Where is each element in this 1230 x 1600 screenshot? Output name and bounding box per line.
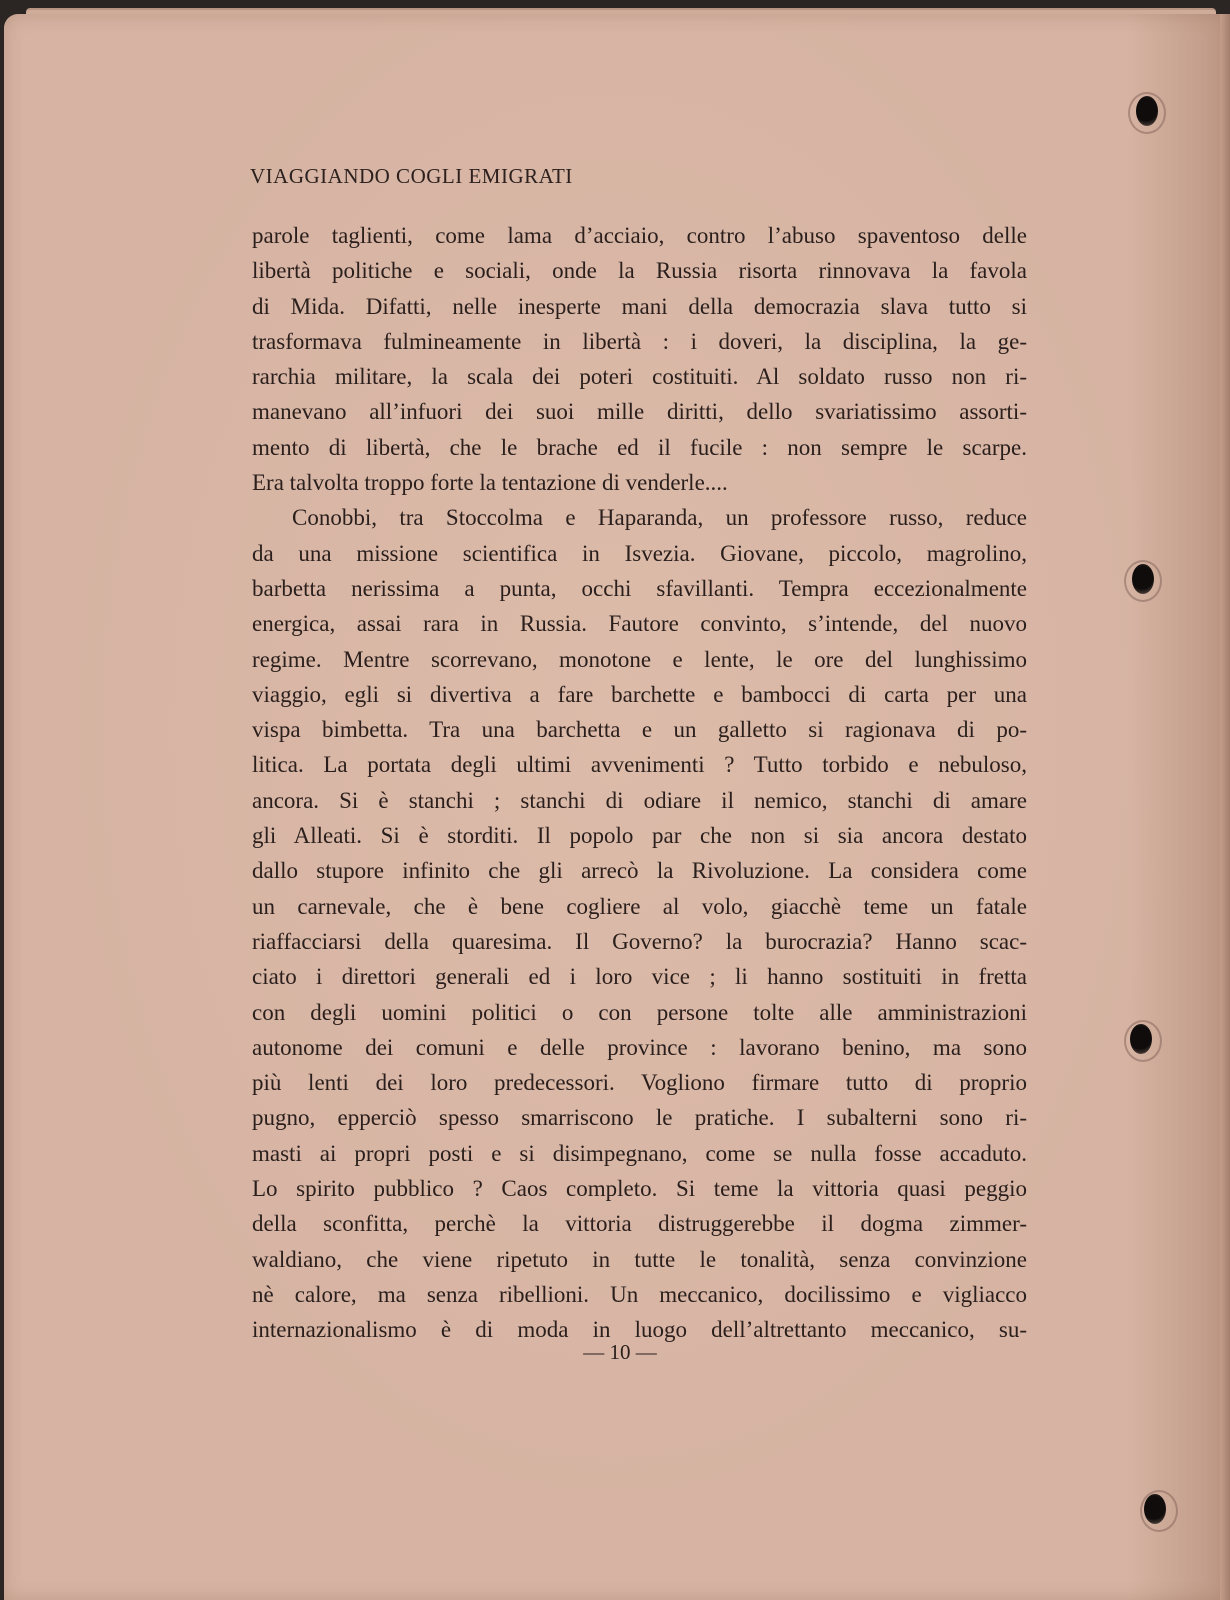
text-line: mento di libertà, che le brache ed il fucile : non sempre le scarpe. — [252, 434, 1027, 460]
binder-hole — [1136, 96, 1158, 126]
text-line: trasformava fulmineamente in libertà : i doveri, la disciplina, la ge- — [252, 328, 1027, 354]
body-text — [252, 218, 1027, 1348]
text-line: litica. La portata degli ultimi avvenimenti ? Tutto torbido e nebuloso, — [252, 752, 1027, 778]
text-line: Era talvolta troppo forte la tentazione di venderle.... — [252, 470, 728, 496]
text-line: di Mida. Difatti, nelle inesperte mani della democrazia slava tutto si — [252, 293, 1027, 319]
text-line: barbetta nerissima a punta, occhi sfavillanti. Tempra eccezionalmente — [252, 575, 1027, 601]
text-line: riaffacciarsi della quaresima. Il Governo? la burocrazia? Hanno scac- — [252, 928, 1027, 954]
text-line: Conobbi, tra Stoccolma e Haparanda, un professore russo, reduce — [292, 505, 1027, 531]
text-line: più lenti dei loro predecessori. Vogliono firmare tutto di proprio — [252, 1070, 1027, 1096]
page-number: — 10 — — [583, 1340, 657, 1364]
text-line: Lo spirito pubblico ? Caos completo. Si teme la vittoria quasi peggio — [252, 1176, 1027, 1202]
text-line: manevano all’infuori dei suoi mille diritti, dello svariatissimo assorti- — [252, 399, 1027, 425]
binder-hole — [1130, 1024, 1152, 1054]
text-line: ancora. Si è stanchi ; stanchi di odiare il nemico, stanchi di amare — [252, 787, 1027, 813]
text-line: nè calore, ma senza ribellioni. Un meccanico, docilissimo e vigliacco — [252, 1281, 1027, 1307]
running-head: VIAGGIANDO COGLI EMIGRATI — [250, 164, 573, 188]
text-line: regime. Mentre scorrevano, monotone e lente, le ore del lunghissimo — [252, 646, 1027, 672]
binder-hole — [1144, 1494, 1166, 1524]
text-line: viaggio, egli si divertiva a fare barchette e bambocci di carta per una — [252, 681, 1027, 707]
text-line: waldiano, che viene ripetuto in tutte le tonalità, senza convinzione — [252, 1246, 1027, 1272]
page-right-edge — [1220, 14, 1230, 1600]
text-line: ciato i direttori generali ed i loro vice ; li hanno sostituiti in fretta — [252, 964, 1027, 990]
text-line: internazionalismo è di moda in luogo dell’altrettanto meccanico, su- — [252, 1317, 1027, 1343]
binder-hole — [1132, 564, 1154, 594]
text-line: vispa bimbetta. Tra una barchetta e un galletto si ragionava di po- — [252, 717, 1027, 743]
text-line: con degli uomini politici o con persone tolte alle amministrazioni — [252, 999, 1027, 1025]
text-line: energica, assai rara in Russia. Fautore convinto, s’intende, del nuovo — [252, 611, 1027, 637]
text-line: un carnevale, che è bene cogliere al volo, giacchè teme un fatale — [252, 893, 1027, 919]
text-line: autonome dei comuni e delle province : lavorano benino, ma sono — [252, 1034, 1027, 1060]
text-line: libertà politiche e sociali, onde la Russia risorta rinnovava la favola — [252, 258, 1027, 284]
text-line: masti ai propri posti e si disimpegnano, come se nulla fosse accaduto. — [252, 1140, 1027, 1166]
text-line: da una missione scientifica in Isvezia. Giovane, piccolo, magrolino, — [252, 540, 1027, 566]
text-line: della sconfitta, perchè la vittoria distruggerebbe il dogma zimmer- — [252, 1211, 1027, 1237]
text-line: dallo stupore infinito che gli arrecò la Rivoluzione. La considera come — [252, 858, 1027, 884]
text-line: rarchia militare, la scala dei poteri costituiti. Al soldato russo non ri- — [252, 364, 1027, 390]
text-line: parole taglienti, come lama d’acciaio, contro l’abuso spaventoso delle — [252, 223, 1027, 248]
text-line: pugno, epperciò spesso smarriscono le pratiche. I subalterni sono ri- — [252, 1105, 1027, 1131]
text-line: gli Alleati. Si è storditi. Il popolo par che non si sia ancora destato — [252, 823, 1027, 849]
